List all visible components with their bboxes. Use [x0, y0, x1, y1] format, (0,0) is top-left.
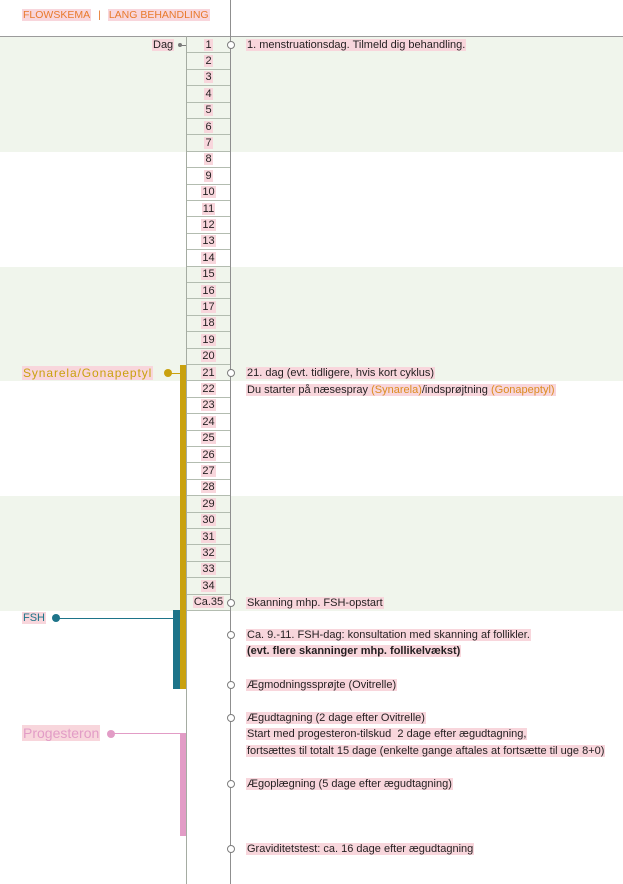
day-number: 28 [202, 481, 215, 494]
event-marker [227, 845, 235, 853]
medication-name: Progesteron [23, 725, 100, 741]
day-number: 3 [205, 71, 212, 84]
header-subtitle: LANG BEHANDLING [108, 9, 209, 21]
day-cell [187, 496, 230, 512]
day-number: 18 [202, 317, 215, 330]
event-marker [227, 599, 235, 607]
day-number: 15 [202, 268, 215, 281]
day-cell [187, 447, 230, 463]
fsh-connector-line [56, 618, 173, 619]
day-cell [187, 217, 230, 233]
event-text: Start med progesteron-tilskud 2 dage efter ægudtagning, [247, 728, 527, 741]
day-axis-label-text: Dag [153, 39, 174, 51]
day-cell [187, 529, 230, 545]
day-number: 20 [202, 350, 215, 363]
day-cell [187, 545, 230, 561]
fsh-period-bar [173, 610, 180, 689]
medication-name: FSH [23, 611, 45, 624]
event-text: Ægoplægning (5 dage efter ægudtagning) [247, 777, 452, 790]
drug-name-synarela: (Synarela) [371, 383, 422, 396]
event-cycle-start [246, 37, 466, 53]
day-cell [187, 349, 230, 365]
day-number: 23 [202, 399, 215, 412]
day-cell [187, 398, 230, 414]
timeline-axis-line [230, 0, 231, 884]
day-cell [187, 37, 230, 53]
day-number: 24 [202, 415, 215, 428]
event-text: (evt. flere skanninger mhp. follikelvækst) [247, 645, 461, 658]
day-cell [187, 316, 230, 332]
day-number: 14 [202, 251, 215, 264]
day-cell [187, 578, 230, 594]
event-text: Skanning mhp. FSH-opstart [247, 596, 383, 609]
day-number: 27 [202, 465, 215, 478]
day-cell [187, 70, 230, 86]
week-band [0, 267, 623, 382]
day-number: 26 [202, 448, 215, 461]
day-number: 19 [202, 333, 215, 346]
drug-name-gonapeptyl: (Gonapeptyl) [490, 383, 555, 396]
day-cell [187, 283, 230, 299]
page-header [22, 8, 210, 22]
event-day-21 [246, 365, 556, 398]
header-separator: | [98, 9, 101, 21]
day-cell [187, 135, 230, 151]
day-number: 34 [202, 579, 215, 592]
day-number: 11 [202, 202, 215, 215]
day-number: 2 [205, 55, 212, 68]
day-cell [187, 119, 230, 135]
day-number: 21 [202, 366, 215, 379]
event-egg-retrieval [246, 710, 605, 759]
event-marker [227, 780, 235, 788]
day-cell [187, 201, 230, 217]
day-number: 29 [202, 497, 215, 510]
day-number: 17 [202, 301, 215, 314]
event-fsh-start-scan [246, 595, 384, 611]
day-number: 8 [205, 153, 212, 166]
day-number: 25 [202, 432, 215, 445]
day-cell [187, 152, 230, 168]
event-text: Ægmodningssprøjte (Ovitrelle) [247, 678, 397, 691]
medication-name: Synarela/Gonapeptyl [23, 366, 153, 381]
day-cell [187, 431, 230, 447]
day-axis-label [152, 37, 174, 53]
day-number: 5 [205, 104, 212, 117]
day-cell [187, 332, 230, 348]
day-number: 7 [205, 137, 212, 150]
day-number: 10 [202, 186, 215, 199]
event-text: 21. dag (evt. tidligere, hvis kort cyklus) [247, 367, 435, 380]
day-cell [187, 250, 230, 266]
day-cell [187, 513, 230, 529]
day-cell [187, 480, 230, 496]
day-cell [187, 381, 230, 397]
event-detail [246, 384, 556, 396]
day-cell [187, 103, 230, 119]
event-marker [227, 631, 235, 639]
event-follicle-scan [246, 627, 531, 660]
progesteron-connector-line [111, 733, 180, 734]
event-text: fortsættes til totalt 15 dage (enkelte gange aftales at fortsætte til uge 8+0) [247, 744, 605, 757]
progesteron-label [22, 724, 100, 742]
day-number: Ca.35 [193, 596, 224, 609]
day-number: 6 [205, 120, 212, 133]
day-number: 30 [202, 514, 215, 527]
event-pregnancy-test [246, 841, 474, 857]
day-cell [187, 185, 230, 201]
event-marker [227, 714, 235, 722]
day-number: 32 [202, 547, 215, 560]
day-cell [187, 86, 230, 102]
day-number: 31 [202, 530, 215, 543]
event-marker [227, 681, 235, 689]
day-number: 9 [205, 169, 212, 182]
day-number: 16 [202, 284, 215, 297]
day-cell [187, 463, 230, 479]
event-trigger-injection [246, 677, 397, 693]
day-number: 1 [205, 38, 212, 51]
event-detail-text: Du starter på næsespray [247, 383, 372, 396]
synarela-gonapeptyl-label [22, 365, 153, 381]
day-cell [187, 267, 230, 283]
week-band [0, 37, 623, 152]
event-text: Ægudtagning (2 dage efter Ovitrelle) [247, 711, 425, 724]
day-number: 22 [202, 383, 215, 396]
day-cell [187, 53, 230, 69]
event-text: Ca. 9.-11. FSH-dag: konsultation med skanning af follikler. [247, 628, 530, 641]
event-text: Graviditetstest: ca. 16 dage efter ægudtagning [247, 842, 474, 855]
day-cell [187, 168, 230, 184]
day-cell [187, 562, 230, 578]
fsh-dot [52, 614, 60, 622]
event-detail-text: /indsprøjtning [421, 383, 491, 396]
event-embryo-transfer [246, 776, 453, 792]
day-number: 33 [202, 563, 215, 576]
day-cell [187, 414, 230, 430]
event-marker [227, 41, 235, 49]
event-marker [227, 369, 235, 377]
fsh-label [22, 610, 46, 626]
day-number: 12 [202, 219, 215, 232]
day-number: 13 [202, 235, 215, 248]
day-cell [187, 595, 230, 611]
event-text: 1. menstruationsdag. Tilmeld dig behandling. [247, 39, 466, 51]
progesteron-dot [107, 730, 115, 738]
day-cell [187, 299, 230, 315]
day-number: 4 [205, 87, 212, 100]
day-cell [187, 365, 230, 381]
day-cell [187, 234, 230, 250]
day-column [187, 37, 230, 611]
header-title: FLOWSKEMA [23, 9, 91, 21]
day-column-edge-line [186, 36, 187, 884]
